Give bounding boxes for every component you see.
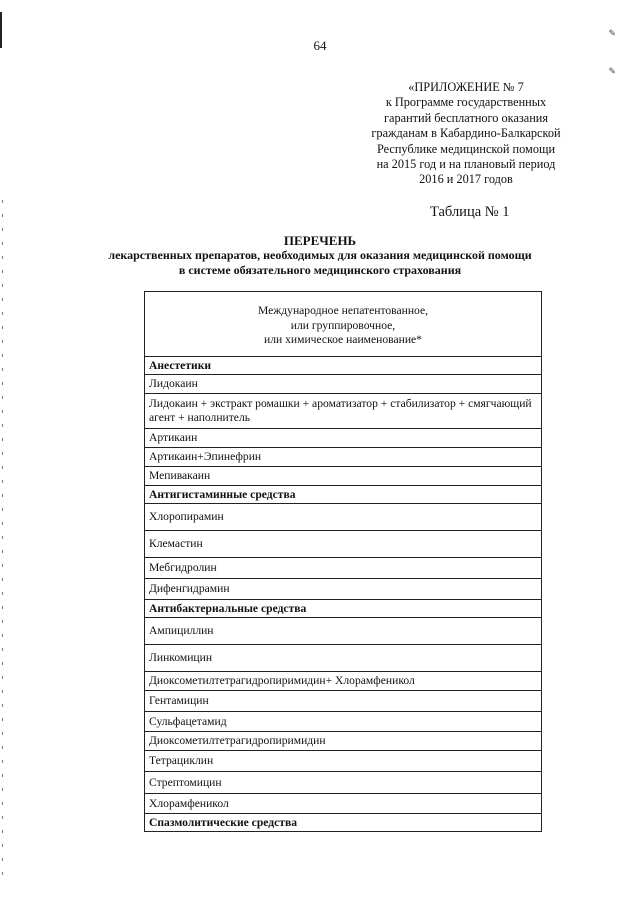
table-label: Таблица № 1 [430,204,510,220]
appendix-line: Республике медицинской помощи [376,141,556,156]
table-row [145,448,542,467]
drug-name-cell: Гентамицин [145,691,542,712]
table-row [145,429,542,448]
drug-name-cell: Тетрациклин [145,751,542,772]
scan-speck: ✎ [608,66,616,76]
appendix-line: «ПРИЛОЖЕНИЕ № 7 [408,80,524,94]
appendix-line: гарантий бесплатного оказания [383,110,549,125]
drug-name-cell: Лидокаин + экстракт ромашки + ароматизатор + стабилизатор + смягчающий агент + наполнитель [145,394,542,429]
drug-name-cell: Стрептомицин [145,772,542,794]
table-row [145,618,542,645]
appendix-line: к Программе государственных [385,95,547,110]
table-row [145,579,542,600]
title-line: в системе обязательного медицинского страхования [178,263,462,277]
scan-speck: ✎ [608,28,616,38]
drug-name-cell: Артикаин [145,429,542,448]
drug-name-cell: Диоксометилтетрагидропиримидин [145,732,542,751]
appendix-heading [356,80,576,188]
table-row [145,645,542,672]
table-row [145,772,542,794]
scan-edge-dots [2,200,3,880]
title-main: ПЕРЕЧЕНЬ [283,233,357,248]
appendix-line: на 2015 год и на плановый период [376,157,556,172]
table-header-row [145,292,542,357]
drug-name-cell: Клемастин [145,531,542,558]
category-row [145,814,542,832]
table-row [145,531,542,558]
drug-name-cell: Ампициллин [145,618,542,645]
header-line: или группировочное, [290,318,396,332]
table-row [145,672,542,691]
drug-name-cell: Линкомицин [145,645,542,672]
drug-name-cell: Артикаин+Эпинефрин [145,448,542,467]
table-row [145,375,542,394]
category-row [145,600,542,618]
drug-name-cell: Сульфацетамид [145,712,542,732]
drug-name-cell: Диоксометилтетрагидропиримидин+ Хлорамфеникол [145,672,542,691]
table-row [145,751,542,772]
table-row [145,504,542,531]
table-row [145,732,542,751]
drug-name-cell: Мебгидролин [145,558,542,579]
appendix-line: гражданам в Кабардино-Балкарской [371,126,561,141]
page-number: 64 [313,38,327,53]
drug-name-cell: Лидокаин [145,375,542,394]
table-row [145,712,542,732]
category-cell: Анестетики [145,357,542,375]
category-cell: Спазмолитические средства [145,814,542,832]
drug-name-cell: Хлорамфеникол [145,794,542,814]
table-header-cell [145,292,542,357]
category-cell: Антибактериальные средства [145,600,542,618]
drug-name-cell: Хлоропирамин [145,504,542,531]
header-line: Международное непатентованное, [257,304,429,318]
document-title [0,233,640,278]
drug-name-cell: Мепивакаин [145,467,542,486]
table-row [145,558,542,579]
category-row [145,357,542,375]
table-row [145,794,542,814]
header-line: или химическое наименование* [264,333,422,347]
drug-name-cell: Дифенгидрамин [145,579,542,600]
appendix-line: 2016 и 2017 годов [419,172,513,187]
table-row [145,394,542,429]
table-row [145,691,542,712]
table-row [145,467,542,486]
drug-list-table [144,291,542,832]
title-line: лекарственных препаратов, необходимых для оказания медицинской помощи [108,248,532,262]
category-cell: Антигистаминные средства [145,486,542,504]
category-row [145,486,542,504]
